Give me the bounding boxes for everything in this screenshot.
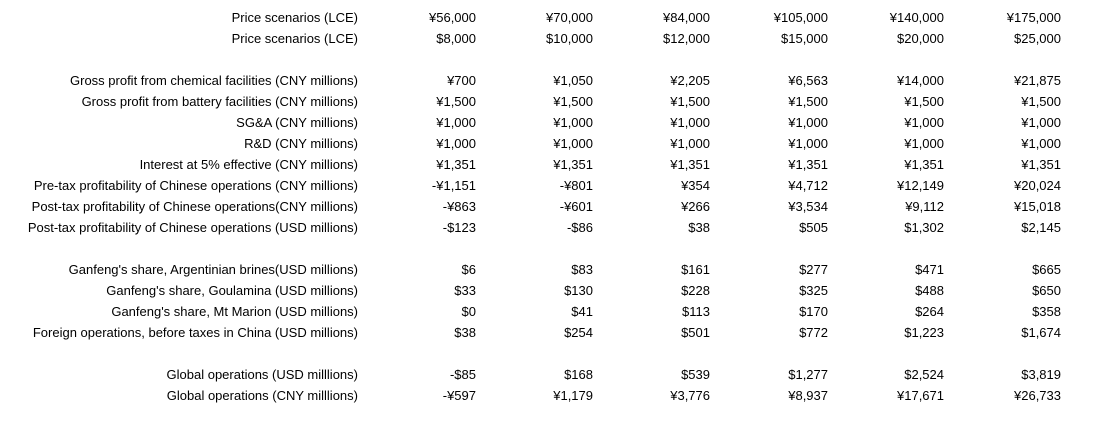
scenario-5-cell[interactable]: $1,223: [904, 325, 944, 340]
table-row: [0, 364, 1094, 385]
scenario-5-cell[interactable]: $1,302: [904, 220, 944, 235]
table-row: [0, 301, 1094, 322]
scenario-5-cell[interactable]: $471: [915, 262, 944, 277]
scenario-1-cell[interactable]: ¥700: [447, 73, 476, 88]
scenario-4-cell[interactable]: ¥4,712: [788, 178, 828, 193]
row-label[interactable]: Pre-tax profitability of Chinese operations (CNY millions): [33, 178, 358, 193]
scenario-6-cell[interactable]: ¥26,733: [1014, 388, 1061, 403]
scenario-3-cell[interactable]: ¥354: [681, 178, 710, 193]
scenario-2-cell[interactable]: $168: [564, 367, 593, 382]
scenario-6-cell[interactable]: $2,145: [1021, 220, 1061, 235]
scenario-1-cell[interactable]: -¥1,151: [431, 178, 476, 193]
scenario-2-cell[interactable]: ¥1,179: [553, 388, 593, 403]
row-label[interactable]: R&D (CNY millions): [244, 136, 358, 151]
scenario-2-cell[interactable]: -¥601: [559, 199, 593, 214]
scenario-6-cell[interactable]: $358: [1032, 304, 1061, 319]
scenario-1-cell[interactable]: ¥56,000: [429, 10, 476, 25]
table-row: [0, 217, 1094, 238]
scenario-3-cell[interactable]: $161: [681, 262, 710, 277]
scenario-1-cell[interactable]: -¥597: [442, 388, 476, 403]
scenario-4-cell[interactable]: ¥1,000: [788, 136, 828, 151]
table-row: [0, 385, 1094, 406]
scenario-4-cell[interactable]: ¥105,000: [773, 10, 828, 25]
scenario-3-cell[interactable]: ¥84,000: [663, 10, 710, 25]
scenario-6-cell[interactable]: ¥1,500: [1021, 94, 1061, 109]
scenario-5-cell[interactable]: ¥12,149: [897, 178, 944, 193]
scenario-3-cell[interactable]: ¥2,205: [670, 73, 710, 88]
scenario-4-cell[interactable]: $277: [799, 262, 828, 277]
scenario-2-cell[interactable]: -$86: [566, 220, 593, 235]
scenario-3-cell[interactable]: $228: [681, 283, 710, 298]
scenario-2-cell[interactable]: ¥70,000: [546, 10, 593, 25]
scenario-4-cell[interactable]: $325: [799, 283, 828, 298]
scenario-6-cell[interactable]: ¥1,351: [1021, 157, 1061, 172]
scenario-1-cell[interactable]: -$123: [442, 220, 476, 235]
row-label[interactable]: Global operations (USD milllions): [166, 367, 358, 382]
scenario-6-cell[interactable]: $665: [1032, 262, 1061, 277]
scenario-4-cell[interactable]: ¥1,500: [788, 94, 828, 109]
row-label[interactable]: Price scenarios (LCE): [231, 10, 358, 25]
table-row: [0, 259, 1094, 280]
scenario-5-cell[interactable]: $20,000: [897, 31, 944, 46]
scenario-2-cell[interactable]: ¥1,500: [553, 94, 593, 109]
scenario-4-cell[interactable]: ¥8,937: [788, 388, 828, 403]
scenario-2-cell[interactable]: $254: [564, 325, 593, 340]
scenario-5-cell[interactable]: $488: [915, 283, 944, 298]
scenario-2-cell[interactable]: ¥1,050: [553, 73, 593, 88]
row-label[interactable]: SG&A (CNY millions): [236, 115, 358, 130]
row-label[interactable]: Interest at 5% effective (CNY millions): [139, 157, 358, 172]
scenario-4-cell[interactable]: $15,000: [781, 31, 828, 46]
scenario-2-cell[interactable]: -¥801: [559, 178, 593, 193]
scenario-3-cell[interactable]: ¥266: [681, 199, 710, 214]
scenario-4-cell[interactable]: ¥6,563: [788, 73, 828, 88]
scenario-2-cell[interactable]: $10,000: [546, 31, 593, 46]
scenario-3-cell[interactable]: $38: [688, 220, 710, 235]
scenario-4-cell[interactable]: $1,277: [788, 367, 828, 382]
scenario-3-cell[interactable]: ¥1,351: [670, 157, 710, 172]
row-label[interactable]: Global operations (CNY milllions): [166, 388, 358, 403]
table-row: [0, 280, 1094, 301]
scenario-5-cell[interactable]: ¥14,000: [897, 73, 944, 88]
scenario-1-cell[interactable]: ¥1,500: [436, 94, 476, 109]
scenario-1-cell[interactable]: $0: [461, 304, 476, 319]
scenario-4-cell[interactable]: ¥1,351: [788, 157, 828, 172]
row-label[interactable]: Ganfeng's share, Goulamina (USD millions): [106, 283, 358, 298]
row-label[interactable]: Gross profit from battery facilities (CNY millions): [81, 94, 358, 109]
scenario-1-cell[interactable]: ¥1,351: [436, 157, 476, 172]
row-label[interactable]: Price scenarios (LCE): [231, 31, 358, 46]
row-label[interactable]: Foreign operations, before taxes in China (USD millions): [32, 325, 358, 340]
scenario-2-cell[interactable]: ¥1,000: [553, 136, 593, 151]
scenario-6-cell[interactable]: $1,674: [1021, 325, 1061, 340]
row-label[interactable]: Ganfeng's share, Mt Marion (USD millions): [111, 304, 358, 319]
table-row: [0, 196, 1094, 217]
scenario-5-cell[interactable]: ¥1,500: [904, 94, 944, 109]
scenario-1-cell[interactable]: $33: [454, 283, 476, 298]
scenario-6-cell[interactable]: ¥175,000: [1006, 10, 1061, 25]
scenario-3-cell[interactable]: ¥3,776: [670, 388, 710, 403]
scenario-3-cell[interactable]: $539: [681, 367, 710, 382]
scenario-2-cell[interactable]: $41: [571, 304, 593, 319]
scenario-3-cell[interactable]: $501: [681, 325, 710, 340]
scenario-4-cell[interactable]: $170: [799, 304, 828, 319]
scenario-6-cell[interactable]: ¥1,000: [1021, 115, 1061, 130]
scenario-1-cell[interactable]: ¥1,000: [436, 136, 476, 151]
scenario-1-cell[interactable]: $8,000: [436, 31, 476, 46]
scenario-4-cell[interactable]: ¥1,000: [788, 115, 828, 130]
scenario-5-cell[interactable]: ¥1,351: [904, 157, 944, 172]
scenario-5-cell[interactable]: ¥9,112: [905, 199, 944, 214]
scenario-3-cell[interactable]: ¥1,000: [670, 115, 710, 130]
scenario-6-cell[interactable]: ¥20,024: [1014, 178, 1061, 193]
scenario-6-cell[interactable]: ¥15,018: [1014, 199, 1061, 214]
scenario-4-cell[interactable]: ¥3,534: [788, 199, 828, 214]
table-row: [0, 322, 1094, 343]
scenario-1-cell[interactable]: -¥863: [442, 199, 476, 214]
scenario-1-cell[interactable]: $38: [454, 325, 476, 340]
scenario-5-cell[interactable]: $264: [915, 304, 944, 319]
scenario-3-cell[interactable]: ¥1,000: [670, 136, 710, 151]
scenario-1-cell[interactable]: -$85: [449, 367, 476, 382]
scenario-1-cell[interactable]: ¥1,000: [436, 115, 476, 130]
scenario-6-cell[interactable]: $650: [1032, 283, 1061, 298]
scenario-6-cell[interactable]: $25,000: [1014, 31, 1061, 46]
blank-row: [0, 343, 1094, 364]
blank-row: [0, 49, 1094, 70]
scenario-3-cell[interactable]: $12,000: [663, 31, 710, 46]
scenario-4-cell[interactable]: $772: [799, 325, 828, 340]
scenario-4-cell[interactable]: $505: [799, 220, 828, 235]
scenario-5-cell[interactable]: ¥140,000: [889, 10, 944, 25]
table-row: [0, 28, 1094, 49]
table-row: [0, 154, 1094, 175]
table-row: [0, 112, 1094, 133]
table-row: [0, 91, 1094, 112]
scenario-1-cell[interactable]: $6: [461, 262, 476, 277]
table-row: [0, 133, 1094, 154]
scenario-5-cell[interactable]: ¥1,000: [904, 115, 944, 130]
scenario-3-cell[interactable]: $113: [682, 304, 710, 319]
scenario-6-cell[interactable]: $3,819: [1021, 367, 1061, 382]
row-label[interactable]: Post-tax profitability of Chinese operations (USD millions): [27, 220, 358, 235]
blank-row: [0, 238, 1094, 259]
scenario-3-cell[interactable]: ¥1,500: [670, 94, 710, 109]
scenario-5-cell[interactable]: ¥17,671: [897, 388, 944, 403]
scenario-6-cell[interactable]: ¥1,000: [1021, 136, 1061, 151]
scenario-5-cell[interactable]: ¥1,000: [904, 136, 944, 151]
scenario-2-cell[interactable]: ¥1,000: [553, 115, 593, 130]
row-label[interactable]: Ganfeng's share, Argentinian brines(USD millions): [68, 262, 358, 277]
table-row: [0, 7, 1094, 28]
scenario-5-cell[interactable]: $2,524: [904, 367, 944, 382]
scenario-2-cell[interactable]: $130: [564, 283, 593, 298]
table-row: [0, 175, 1094, 196]
row-label[interactable]: Gross profit from chemical facilities (CNY millions): [70, 73, 358, 88]
scenario-6-cell[interactable]: ¥21,875: [1014, 73, 1061, 88]
table-row: [0, 70, 1094, 91]
scenario-2-cell[interactable]: ¥1,351: [553, 157, 593, 172]
row-label[interactable]: Post-tax profitability of Chinese operations(CNY millions): [31, 199, 358, 214]
scenario-2-cell[interactable]: $83: [571, 262, 593, 277]
